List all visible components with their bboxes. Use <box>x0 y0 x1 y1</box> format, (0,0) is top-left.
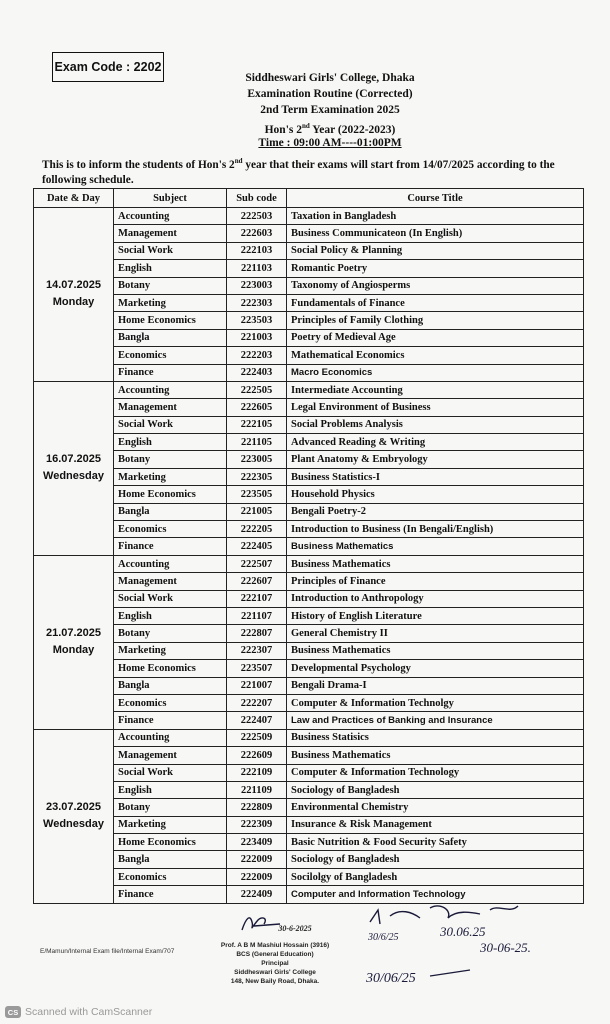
table-row <box>34 347 584 364</box>
course-title-cell: Sociology of Bangladesh <box>287 781 584 798</box>
course-title-cell: Household Physics <box>287 486 584 503</box>
principal-service: BCS (General Education) <box>236 951 314 958</box>
course-title-cell: Environmental Chemistry <box>287 799 584 816</box>
subject-cell: English <box>114 781 227 798</box>
subject-code-cell: 222609 <box>227 747 287 764</box>
subject-code-cell: 222505 <box>227 381 287 398</box>
subject-code-cell: 222203 <box>227 347 287 364</box>
subject-code-cell: 222409 <box>227 886 287 903</box>
subject-cell: Bangla <box>114 503 227 520</box>
subject-code-cell: 222109 <box>227 764 287 781</box>
course-title-cell: Business Mathematics <box>287 555 584 572</box>
table-row <box>34 694 584 711</box>
exam-date: 14.07.2025 <box>45 279 102 292</box>
table-row <box>34 434 584 451</box>
subject-code-cell: 222105 <box>227 416 287 433</box>
course-title-cell: Intermediate Accounting <box>287 381 584 398</box>
subject-code-cell: 222305 <box>227 468 287 485</box>
subject-cell: English <box>114 260 227 277</box>
subject-code-cell: 222207 <box>227 694 287 711</box>
exam-date: 21.07.2025 <box>45 627 102 640</box>
course-title-cell: Plant Anatomy & Embryology <box>287 451 584 468</box>
subject-cell: Accounting <box>114 208 227 225</box>
exam-date: 16.07.2025 <box>45 453 102 466</box>
handwritten-date-3: 30-06-25. <box>480 940 531 955</box>
routine-title: Examination Routine (Corrected) <box>247 88 413 100</box>
course-title-cell: Computer and Information Technology <box>287 886 584 903</box>
subject-cell: Social Work <box>114 590 227 607</box>
subject-cell: Botany <box>114 277 227 294</box>
scanner-label: Scanned with CamScanner <box>25 1006 153 1018</box>
handwritten-date-4: 30/06/25 <box>366 971 416 986</box>
course-title-cell: Bengali Drama-I <box>287 677 584 694</box>
table-row <box>34 590 584 607</box>
course-title-cell: Legal Environment of Business <box>287 399 584 416</box>
subject-cell: Finance <box>114 886 227 903</box>
course-title-cell: Computer & Information Technolgy <box>287 694 584 711</box>
subject-code-cell: 222607 <box>227 573 287 590</box>
subject-cell: Social Work <box>114 242 227 259</box>
course-title-cell: Basic Nutrition & Food Security Safety <box>287 834 584 851</box>
subject-cell: Finance <box>114 712 227 729</box>
course-title-cell: Computer & Information Technology <box>287 764 584 781</box>
course-title-cell: Social Policy & Planning <box>287 242 584 259</box>
table-row <box>34 329 584 346</box>
subject-cell: Bangla <box>114 329 227 346</box>
course-title-cell: Sociology of Bangladesh <box>287 851 584 868</box>
table-row <box>34 312 584 329</box>
table-row <box>34 503 584 520</box>
subject-cell: Accounting <box>114 381 227 398</box>
exam-date-cell <box>34 729 114 903</box>
course-title-cell: Law and Practices of Banking and Insurance <box>287 712 584 729</box>
subject-code-cell: 222103 <box>227 242 287 259</box>
table-row <box>34 381 584 398</box>
subject-code-cell: 221105 <box>227 434 287 451</box>
table-row <box>34 555 584 572</box>
course-title-cell: Bengali Poetry-2 <box>287 503 584 520</box>
subject-cell: Botany <box>114 451 227 468</box>
exam-time: Time : 09:00 AM----01:00PM <box>258 137 402 149</box>
principal-address: 148, New Baily Road, Dhaka. <box>230 978 320 985</box>
table-row <box>34 573 584 590</box>
year-line: Hon's 2nd Year (2022-2023) <box>264 122 396 136</box>
course-title-cell: Socilolgy of Bangladesh <box>287 868 584 885</box>
table-row <box>34 834 584 851</box>
table-row <box>34 816 584 833</box>
subject-cell: English <box>114 607 227 624</box>
table-row <box>34 208 584 225</box>
exam-code-box: Exam Code : 2202 <box>52 52 164 82</box>
subject-code-cell: 221005 <box>227 503 287 520</box>
course-title-cell: Fundamentals of Finance <box>287 294 584 311</box>
course-title-cell: Macro Economics <box>287 364 584 381</box>
scanner-watermark <box>5 1006 152 1018</box>
subject-code-cell: 221003 <box>227 329 287 346</box>
table-row <box>34 625 584 642</box>
subject-code-cell: 221007 <box>227 677 287 694</box>
exam-day: Wednesday <box>43 470 104 483</box>
course-title-cell: Business Mathematics <box>287 642 584 659</box>
subject-cell: Social Work <box>114 416 227 433</box>
subject-cell: Management <box>114 225 227 242</box>
subject-cell: Social Work <box>114 764 227 781</box>
subject-cell: Marketing <box>114 468 227 485</box>
handwritten-date-2: 30.06.25 <box>440 924 486 939</box>
table-row <box>34 277 584 294</box>
table-row <box>34 729 584 746</box>
table-row <box>34 851 584 868</box>
exam-day: Wednesday <box>43 818 104 831</box>
subject-code-cell: 222303 <box>227 294 287 311</box>
subject-cell: Marketing <box>114 294 227 311</box>
subject-code-cell: 222605 <box>227 399 287 416</box>
subject-cell: Marketing <box>114 816 227 833</box>
course-title-cell: Taxation in Bangladesh <box>287 208 584 225</box>
subject-cell: Finance <box>114 538 227 555</box>
column-header-code: Sub code <box>227 189 287 208</box>
exam-date-cell <box>34 208 114 382</box>
principal-designation: Principal <box>261 960 289 967</box>
table-row <box>34 468 584 485</box>
table-row <box>34 677 584 694</box>
subject-cell: Economics <box>114 521 227 538</box>
course-title-cell: Introduction to Anthropology <box>287 590 584 607</box>
subject-code-cell: 223505 <box>227 486 287 503</box>
schedule-body <box>34 208 584 904</box>
subject-cell: English <box>114 434 227 451</box>
course-title-cell: Poetry of Medieval Age <box>287 329 584 346</box>
exam-schedule-table <box>33 188 584 904</box>
table-row <box>34 642 584 659</box>
course-title-cell: Business Mathematics <box>287 538 584 555</box>
subject-code-cell: 223005 <box>227 451 287 468</box>
subject-code-cell: 222507 <box>227 555 287 572</box>
exam-day: Monday <box>52 644 95 657</box>
table-row <box>34 799 584 816</box>
table-header-row <box>34 189 584 208</box>
course-title-cell: Romantic Poetry <box>287 260 584 277</box>
course-title-cell: Mathematical Economics <box>287 347 584 364</box>
exam-date: 23.07.2025 <box>45 801 102 814</box>
subject-cell: Home Economics <box>114 660 227 677</box>
subject-cell: Home Economics <box>114 834 227 851</box>
subject-cell: Bangla <box>114 677 227 694</box>
handwritten-date-1: 30/6/25 <box>368 932 399 943</box>
course-title-cell: Business Communicateon (In English) <box>287 225 584 242</box>
subject-cell: Marketing <box>114 642 227 659</box>
table-row <box>34 521 584 538</box>
subject-cell: Home Economics <box>114 312 227 329</box>
subject-code-cell: 223507 <box>227 660 287 677</box>
table-row <box>34 538 584 555</box>
exam-day: Monday <box>52 296 95 309</box>
subject-code-cell: 222503 <box>227 208 287 225</box>
handwritten-initials <box>360 900 590 1000</box>
subject-cell: Management <box>114 573 227 590</box>
table-row <box>34 781 584 798</box>
course-title-cell: Advanced Reading & Writing <box>287 434 584 451</box>
subject-code-cell: 222309 <box>227 816 287 833</box>
file-reference: E/Mamun/Internal Exam file/Internal Exam/707 <box>40 948 175 955</box>
course-title-cell: General Chemistry II <box>287 625 584 642</box>
subject-code-cell: 222403 <box>227 364 287 381</box>
subject-cell: Home Economics <box>114 486 227 503</box>
subject-cell: Economics <box>114 347 227 364</box>
subject-code-cell: 222405 <box>227 538 287 555</box>
table-row <box>34 712 584 729</box>
column-header-date: Date & Day <box>34 189 114 208</box>
subject-cell: Bangla <box>114 851 227 868</box>
subject-code-cell: 222407 <box>227 712 287 729</box>
subject-cell: Accounting <box>114 555 227 572</box>
table-row <box>34 260 584 277</box>
course-title-cell: Principles of Finance <box>287 573 584 590</box>
course-title-cell: Business Statisics <box>287 729 584 746</box>
intro-paragraph: This is to inform the students of Hon's 2nd year that their exams will start from 14/07/2025 according to the following schedule. <box>42 157 555 186</box>
subject-cell: Botany <box>114 625 227 642</box>
exam-date-cell <box>34 555 114 729</box>
course-title-cell: Business Statistics-I <box>287 468 584 485</box>
subject-cell: Economics <box>114 694 227 711</box>
table-row <box>34 294 584 311</box>
table-row <box>34 660 584 677</box>
subject-cell: Management <box>114 399 227 416</box>
exam-date-cell <box>34 381 114 555</box>
subject-cell: Botany <box>114 799 227 816</box>
subject-code-cell: 222603 <box>227 225 287 242</box>
table-row <box>34 451 584 468</box>
subject-cell: Accounting <box>114 729 227 746</box>
course-title-cell: Social Problems Analysis <box>287 416 584 433</box>
course-title-cell: Taxonomy of Angiosperms <box>287 277 584 294</box>
course-title-cell: Business Mathematics <box>287 747 584 764</box>
subject-code-cell: 223003 <box>227 277 287 294</box>
principal-seal <box>200 924 350 986</box>
course-title-cell: Insurance & Risk Management <box>287 816 584 833</box>
subject-code-cell: 222809 <box>227 799 287 816</box>
subject-code-cell: 221103 <box>227 260 287 277</box>
subject-cell: Finance <box>114 364 227 381</box>
subject-code-cell: 222807 <box>227 625 287 642</box>
subject-code-cell: 222009 <box>227 868 287 885</box>
course-title-cell: Principles of Family Clothing <box>287 312 584 329</box>
table-row <box>34 868 584 885</box>
subject-code-cell: 222205 <box>227 521 287 538</box>
table-row <box>34 486 584 503</box>
table-row <box>34 364 584 381</box>
course-title-cell: History of English Literature <box>287 607 584 624</box>
subject-code-cell: 222509 <box>227 729 287 746</box>
course-title-cell: Developmental Psychology <box>287 660 584 677</box>
course-title-cell: Introduction to Business (In Bengali/English) <box>287 521 584 538</box>
table-row <box>34 416 584 433</box>
subject-code-cell: 223503 <box>227 312 287 329</box>
exam-title: 2nd Term Examination 2025 <box>260 104 400 116</box>
table-row <box>34 399 584 416</box>
subject-cell: Economics <box>114 868 227 885</box>
camscanner-logo: CS <box>5 1006 21 1018</box>
subject-code-cell: 222107 <box>227 590 287 607</box>
table-row <box>34 764 584 781</box>
college-name: Siddheswari Girls' College, Dhaka <box>245 72 415 84</box>
subject-cell: Management <box>114 747 227 764</box>
principal-name: Prof. A B M Mashiul Hossain (3916) <box>220 942 330 949</box>
signature-date: 30-6-2025 <box>278 924 312 933</box>
principal-college: Siddheswari Girls' College <box>234 969 316 976</box>
table-row <box>34 747 584 764</box>
subject-code-cell: 222009 <box>227 851 287 868</box>
table-row <box>34 242 584 259</box>
table-row <box>34 607 584 624</box>
subject-code-cell: 222307 <box>227 642 287 659</box>
subject-code-cell: 221107 <box>227 607 287 624</box>
column-header-subject: Subject <box>114 189 227 208</box>
table-row <box>34 225 584 242</box>
subject-code-cell: 221109 <box>227 781 287 798</box>
column-header-title: Course Title <box>287 189 584 208</box>
subject-code-cell: 223409 <box>227 834 287 851</box>
